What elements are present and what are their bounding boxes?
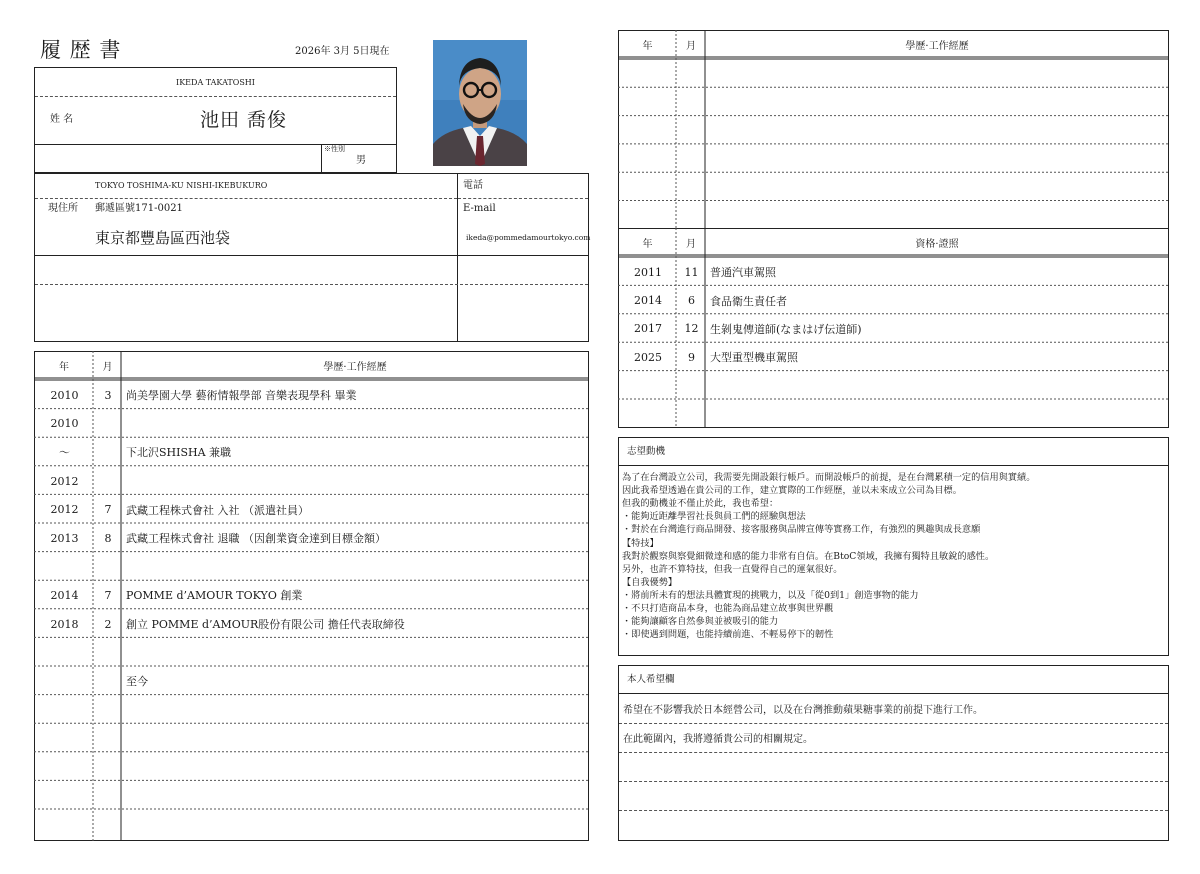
row-year: 2012 — [50, 474, 79, 488]
col-header-content: 資格·證照 — [915, 239, 959, 250]
id-photo — [433, 40, 527, 166]
motivation-line: ・即使遇到問題，也能持續前進、不輕易停下的韌性 — [622, 629, 834, 641]
address-label: 現住所 — [48, 203, 78, 214]
phone-label: 電話 — [463, 180, 483, 191]
row-year: 2014 — [50, 588, 79, 602]
row-month — [94, 438, 122, 467]
col-header-year: 年 — [59, 362, 69, 373]
col-header-month: 月 — [686, 41, 696, 52]
row-text — [122, 696, 594, 725]
table-rules — [618, 30, 1169, 229]
row-month — [94, 467, 122, 496]
row-year: 2017 — [634, 322, 662, 336]
motivation-line: ・能夠近距離學習社長與員工們的經驗與想法 — [622, 511, 806, 523]
row-text — [122, 724, 594, 753]
name-label: 姓 名 — [50, 114, 74, 125]
wishes-line — [619, 781, 1168, 810]
motivation-line: 另外，也許不算特技，但我一直覺得自己的運氣很好。 — [622, 563, 843, 575]
row-month — [94, 410, 122, 439]
row-year — [35, 753, 94, 782]
row-year — [35, 638, 94, 667]
row-text: 創立 POMME d’AMOUR股份有限公司 擔任代表取締役 — [126, 618, 405, 632]
motivation-line: 因此我希望透過在貴公司的工作，建立實際的工作經歷，並以未來成立公司為目標。 — [622, 485, 962, 497]
col-header-month: 月 — [102, 362, 113, 373]
col-header-year: 年 — [642, 41, 653, 52]
col-header-content: 學歷·工作經歷 — [323, 362, 387, 373]
row-year: 2011 — [634, 265, 662, 279]
address-text: 東京都豐島區西池袋 — [95, 229, 231, 247]
wishes-line — [619, 752, 1168, 781]
row-year: 2014 — [634, 294, 662, 308]
row-year — [35, 781, 94, 810]
row-year — [619, 400, 677, 428]
col-header-content: 學歷·工作經歷 — [905, 41, 969, 52]
row-year: 2010 — [50, 417, 79, 431]
row-text: 至今 — [126, 675, 148, 689]
row-year — [35, 553, 94, 582]
row-text — [706, 372, 1174, 400]
row-text — [122, 638, 594, 667]
row-month — [94, 638, 122, 667]
motivation-line: 但我的動機並不僅止於此，我也希望： — [622, 498, 779, 510]
postal-code: 郵遞區號171-0021 — [95, 203, 183, 214]
document-title: 履 歴 書 — [40, 38, 122, 62]
row-month: 12 — [684, 322, 699, 336]
row-year: 2013 — [50, 531, 79, 545]
wishes-title: 本人希望欄 — [627, 674, 675, 685]
row-text: 大型重型機車駕照 — [710, 351, 798, 365]
motivation-line: 為了在台灣設立公司，我需要先開設銀行帳戶。而開設帳戶的前提，是在台灣累積一定的信用與實績。 — [622, 472, 1036, 483]
row-month: 6 — [688, 294, 695, 308]
col-header-month: 月 — [686, 239, 696, 250]
row-year: 2025 — [634, 350, 662, 364]
row-month — [94, 781, 122, 810]
row-year: 2012 — [50, 503, 79, 517]
row-month — [94, 724, 122, 753]
full-name: 池田 喬俊 — [200, 109, 288, 131]
row-year — [35, 667, 94, 696]
motivation-line: ・將前所未有的想法具體實現的挑戰力，以及「從0到1」創造事物的能力 — [622, 589, 919, 601]
row-month: 11 — [684, 265, 699, 279]
row-text — [122, 810, 594, 839]
row-text — [122, 753, 594, 782]
row-text: 武藏工程株式會社 入社 （派遣社員） — [126, 503, 309, 517]
row-text: 下北沢SHISHA 兼職 — [126, 446, 232, 460]
row-month — [677, 372, 706, 400]
address-romaji: TOKYO TOSHIMA-KU NISHI-IKEBUKURO — [95, 181, 268, 190]
motivation-line: 我對於觀察與察覺細微達和感的能力非常有自信。在BtoC領域，我擁有獨特且敏銳的感性。 — [622, 550, 995, 562]
motivation-line: ・對於在台灣進行商品開發、接客服務與品牌宣傳等實務工作，有強烈的興趣與成長意願 — [622, 524, 981, 536]
gender-label: ※性別 — [324, 145, 345, 153]
row-month — [677, 400, 706, 428]
row-text: 普通汽車駕照 — [710, 266, 776, 280]
row-month: 9 — [688, 350, 695, 364]
row-month: 7 — [104, 503, 112, 517]
row-month: 7 — [104, 588, 112, 602]
row-text: 武藏工程株式會社 退職 （因創業資金達到目標金額） — [126, 532, 386, 546]
row-year — [35, 724, 94, 753]
row-text — [122, 410, 594, 439]
motivation-title: 志望動機 — [627, 446, 666, 457]
history-table-right — [618, 30, 1169, 229]
row-year: 2018 — [50, 617, 79, 631]
motivation-line: ・能夠讓顧客自然參與並被吸引的能力 — [622, 616, 779, 628]
row-month — [94, 553, 122, 582]
row-month: 3 — [104, 388, 112, 402]
row-month — [94, 696, 122, 725]
row-text: 生剝鬼傳道師(なまはげ伝道師) — [710, 322, 862, 336]
portrait-image — [433, 40, 527, 166]
wishes-line — [619, 810, 1168, 839]
wishes-line: 希望在不影響我於日本經營公司，以及在台灣推動蘋果糖事業的前提下進行工作。 — [623, 705, 983, 716]
email-label: E-mail — [463, 203, 496, 214]
row-year: 2010 — [50, 388, 79, 402]
motivation-line: 【自我優勢】 — [622, 576, 678, 588]
row-year — [35, 696, 94, 725]
motivation-line: 【特技】 — [622, 537, 659, 549]
row-month — [94, 667, 122, 696]
row-month — [94, 810, 122, 839]
date-stamp: 2026年 3月 5日現在 — [295, 46, 390, 57]
row-text — [122, 781, 594, 810]
row-year: 〜 — [59, 446, 70, 460]
col-header-year: 年 — [642, 239, 653, 250]
gender-value: 男 — [356, 155, 366, 166]
row-text — [122, 553, 594, 582]
row-year — [35, 810, 94, 839]
row-text: POMME d’AMOUR TOKYO 創業 — [126, 589, 303, 603]
motivation-line: ・不只打造商品本身，也能為商品建立故事與世界觀 — [622, 603, 834, 614]
row-year — [619, 372, 677, 400]
row-month: 8 — [104, 531, 112, 545]
email-value: ikeda@pommedamourtokyo.com — [466, 233, 591, 242]
wishes-line: 在此範圍內，我將遵循貴公司的相關規定。 — [623, 734, 813, 745]
name-furigana: IKEDA TAKATOSHI — [176, 77, 255, 87]
row-text — [122, 467, 594, 496]
row-text — [706, 400, 1174, 428]
row-text: 尚美學園大學 藝術情報學部 音樂表現學科 畢業 — [126, 389, 357, 403]
row-text: 食品衛生責任者 — [710, 294, 787, 308]
row-month — [94, 753, 122, 782]
row-month: 2 — [104, 617, 112, 631]
